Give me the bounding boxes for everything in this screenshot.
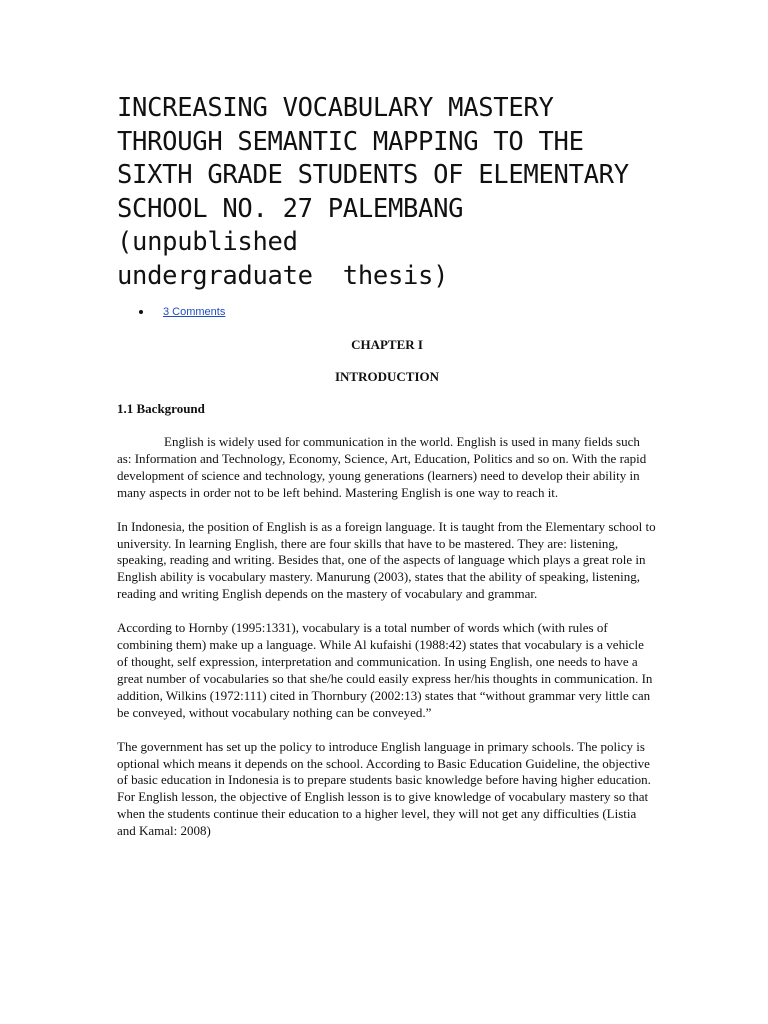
paragraph: According to Hornby (1995:1331), vocabulary is a total number of words which (with rules of combining them) make up a language. While Al kufaishi (1988:42) states that vocabulary is a vehicle of thought, self expression, interpretation and communication. In using English, one needs to have a great number of vocabularies so that she/he could easily express her/his thoughts in communication. In addition, Wilkins (1972:111) cited in Thornbury (2002:13) states that “without grammar very little can be conveyed, without vocabulary nothing can be conveyed.” <box>117 620 653 720</box>
paragraph: The government has set up the policy to introduce English language in primary schools. The policy is optional which means it depends on the school. According to Basic Education Guideline, the objective of basic education in Indonesia is to prepare students basic knowledge before having higher education. For English lesson, the objective of English lesson is to give knowledge of vocabulary mastery so that when the students continue their education to a higher level, they will not get any difficulties (Listia and Kamal: 2008) <box>117 738 651 839</box>
bullet-icon <box>139 310 143 314</box>
section-heading: 1.1 Background <box>117 401 205 416</box>
paragraph: English is widely used for communication in the world. English is used in many fields such as: Information and Technology, Economy, Science, Art, Education, Politics and so on. With the rapid development of science and technology, young generations (learners) need to develop their ability in many aspects in order not to be left behind. Mastering English is one way to reach it. <box>117 434 647 500</box>
comments-link[interactable]: 3 Comments <box>163 306 226 318</box>
document-page <box>117 92 657 840</box>
chapter-heading: CHAPTER I <box>351 337 423 352</box>
comments-list-item <box>117 303 657 321</box>
paragraph: In Indonesia, the position of English is as a foreign language. It is taught from the Elementary school to university. In learning English, there are four skills that have to be mastered. They are: listening, speaking, reading and writing. Besides that, one of the aspects of language which plays a great role in English ability is vocabulary mastery. Manurung (2003), states that the ability of speaking, listening, reading and writing English depends on the mastery of vocabulary and grammar. <box>117 518 656 602</box>
comments-list <box>117 303 657 321</box>
document-title: INCREASING VOCABULARY MASTERY THROUGH SEMANTIC MAPPING TO THE SIXTH GRADE STUDENTS OF ELEMENTARY SCHOOL NO. 27 PALEMBANG (unpublished undergraduate thesis) <box>117 93 629 291</box>
chapter-title: INTRODUCTION <box>334 369 439 384</box>
